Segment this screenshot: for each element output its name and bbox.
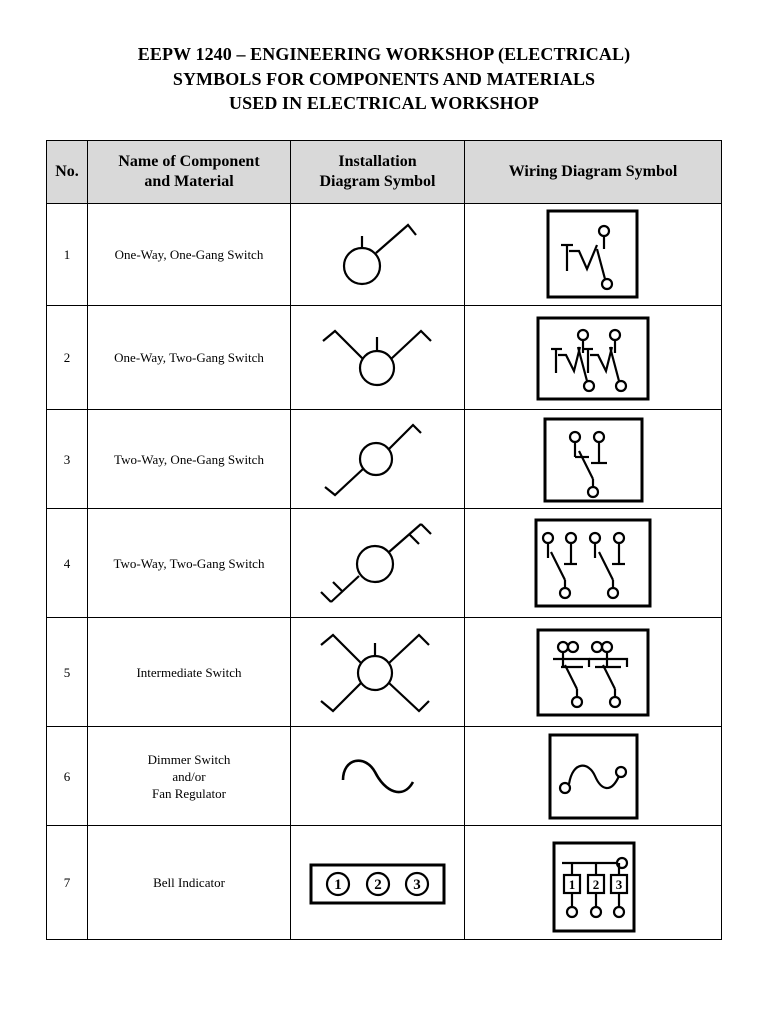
header-installation bbox=[291, 141, 465, 204]
document-title bbox=[0, 42, 768, 116]
wiring-symbol-one-way-two-gang bbox=[465, 306, 722, 410]
wiring-indicator-number-2: 2 bbox=[592, 876, 600, 892]
row-number: 1 bbox=[47, 204, 88, 306]
header-name-line-1: Name of Component bbox=[118, 153, 260, 170]
dimmer-wiring-icon bbox=[465, 728, 722, 825]
component-name: One-Way, One-Gang Switch bbox=[88, 204, 291, 306]
title-line-3: USED IN ELECTRICAL WORKSHOP bbox=[229, 93, 539, 113]
table-row bbox=[47, 826, 722, 940]
two-way-two-gang-installation-icon bbox=[291, 510, 465, 617]
installation-symbol-two-way-one-gang bbox=[291, 410, 465, 509]
row-number: 3 bbox=[47, 410, 88, 509]
one-way-two-gang-installation-icon bbox=[291, 307, 465, 409]
wiring-symbol-bell-indicator bbox=[465, 826, 722, 940]
component-name-line-1: Dimmer Switch bbox=[147, 751, 231, 767]
two-way-two-gang-wiring-icon bbox=[465, 510, 722, 617]
wiring-symbol-dimmer bbox=[465, 727, 722, 826]
component-name: One-Way, Two-Gang Switch bbox=[88, 306, 291, 410]
two-way-one-gang-wiring-icon bbox=[465, 411, 722, 508]
table-row bbox=[47, 306, 722, 410]
one-way-two-gang-wiring-icon bbox=[465, 307, 722, 409]
title-line-1: EEPW 1240 – ENGINEERING WORKSHOP (ELECTRICAL) bbox=[137, 44, 631, 64]
intermediate-wiring-icon bbox=[465, 619, 722, 726]
header-installation-line-2: Diagram Symbol bbox=[319, 173, 436, 190]
component-name: Two-Way, One-Gang Switch bbox=[88, 410, 291, 509]
installation-symbol-one-way-one-gang bbox=[291, 204, 465, 306]
installation-symbol-one-way-two-gang bbox=[291, 306, 465, 410]
one-way-one-gang-installation-icon bbox=[291, 205, 465, 305]
header-name bbox=[88, 141, 291, 204]
installation-symbol-dimmer bbox=[291, 727, 465, 826]
row-number: 2 bbox=[47, 306, 88, 410]
header-no: No. bbox=[47, 141, 88, 204]
dimmer-sine-icon bbox=[291, 728, 465, 825]
component-name bbox=[88, 727, 291, 826]
table-row bbox=[47, 509, 722, 618]
intermediate-installation-icon bbox=[291, 619, 465, 726]
indicator-number-3: 3 bbox=[413, 876, 421, 893]
two-way-one-gang-installation-icon bbox=[291, 411, 465, 508]
indicator-number-1: 1 bbox=[334, 876, 342, 893]
wiring-indicator-number-3: 3 bbox=[615, 876, 623, 892]
bell-indicator-installation-icon bbox=[291, 827, 465, 939]
one-way-one-gang-wiring-icon bbox=[465, 205, 722, 305]
wiring-symbol-two-way-one-gang bbox=[465, 410, 722, 509]
header-name-line-2: and Material bbox=[144, 173, 234, 190]
row-number: 6 bbox=[47, 727, 88, 826]
indicator-number-2: 2 bbox=[374, 876, 382, 893]
row-number: 5 bbox=[47, 618, 88, 727]
header-wiring: Wiring Diagram Symbol bbox=[465, 141, 722, 204]
component-name: Two-Way, Two-Gang Switch bbox=[88, 509, 291, 618]
row-number: 4 bbox=[47, 509, 88, 618]
wiring-symbol-one-way-one-gang bbox=[465, 204, 722, 306]
table-header-row bbox=[47, 141, 722, 204]
wiring-symbol-intermediate bbox=[465, 618, 722, 727]
component-name-line-3: Fan Regulator bbox=[151, 785, 226, 801]
title-line-2: SYMBOLS FOR COMPONENTS AND MATERIALS bbox=[172, 68, 596, 89]
component-name: Intermediate Switch bbox=[88, 618, 291, 727]
wiring-symbol-two-way-two-gang bbox=[465, 509, 722, 618]
symbols-table bbox=[46, 140, 722, 940]
table-row bbox=[47, 204, 722, 306]
table-row bbox=[47, 727, 722, 826]
component-name-line-2: and/or bbox=[172, 768, 206, 784]
installation-symbol-bell-indicator bbox=[291, 826, 465, 940]
header-installation-line-1: Installation bbox=[338, 153, 417, 170]
bell-indicator-wiring-icon bbox=[465, 827, 722, 939]
installation-symbol-two-way-two-gang bbox=[291, 509, 465, 618]
installation-symbol-intermediate bbox=[291, 618, 465, 727]
table-row bbox=[47, 618, 722, 727]
wiring-indicator-number-1: 1 bbox=[568, 876, 576, 892]
row-number: 7 bbox=[47, 826, 88, 940]
table-row bbox=[47, 410, 722, 509]
component-name: Bell Indicator bbox=[88, 826, 291, 940]
